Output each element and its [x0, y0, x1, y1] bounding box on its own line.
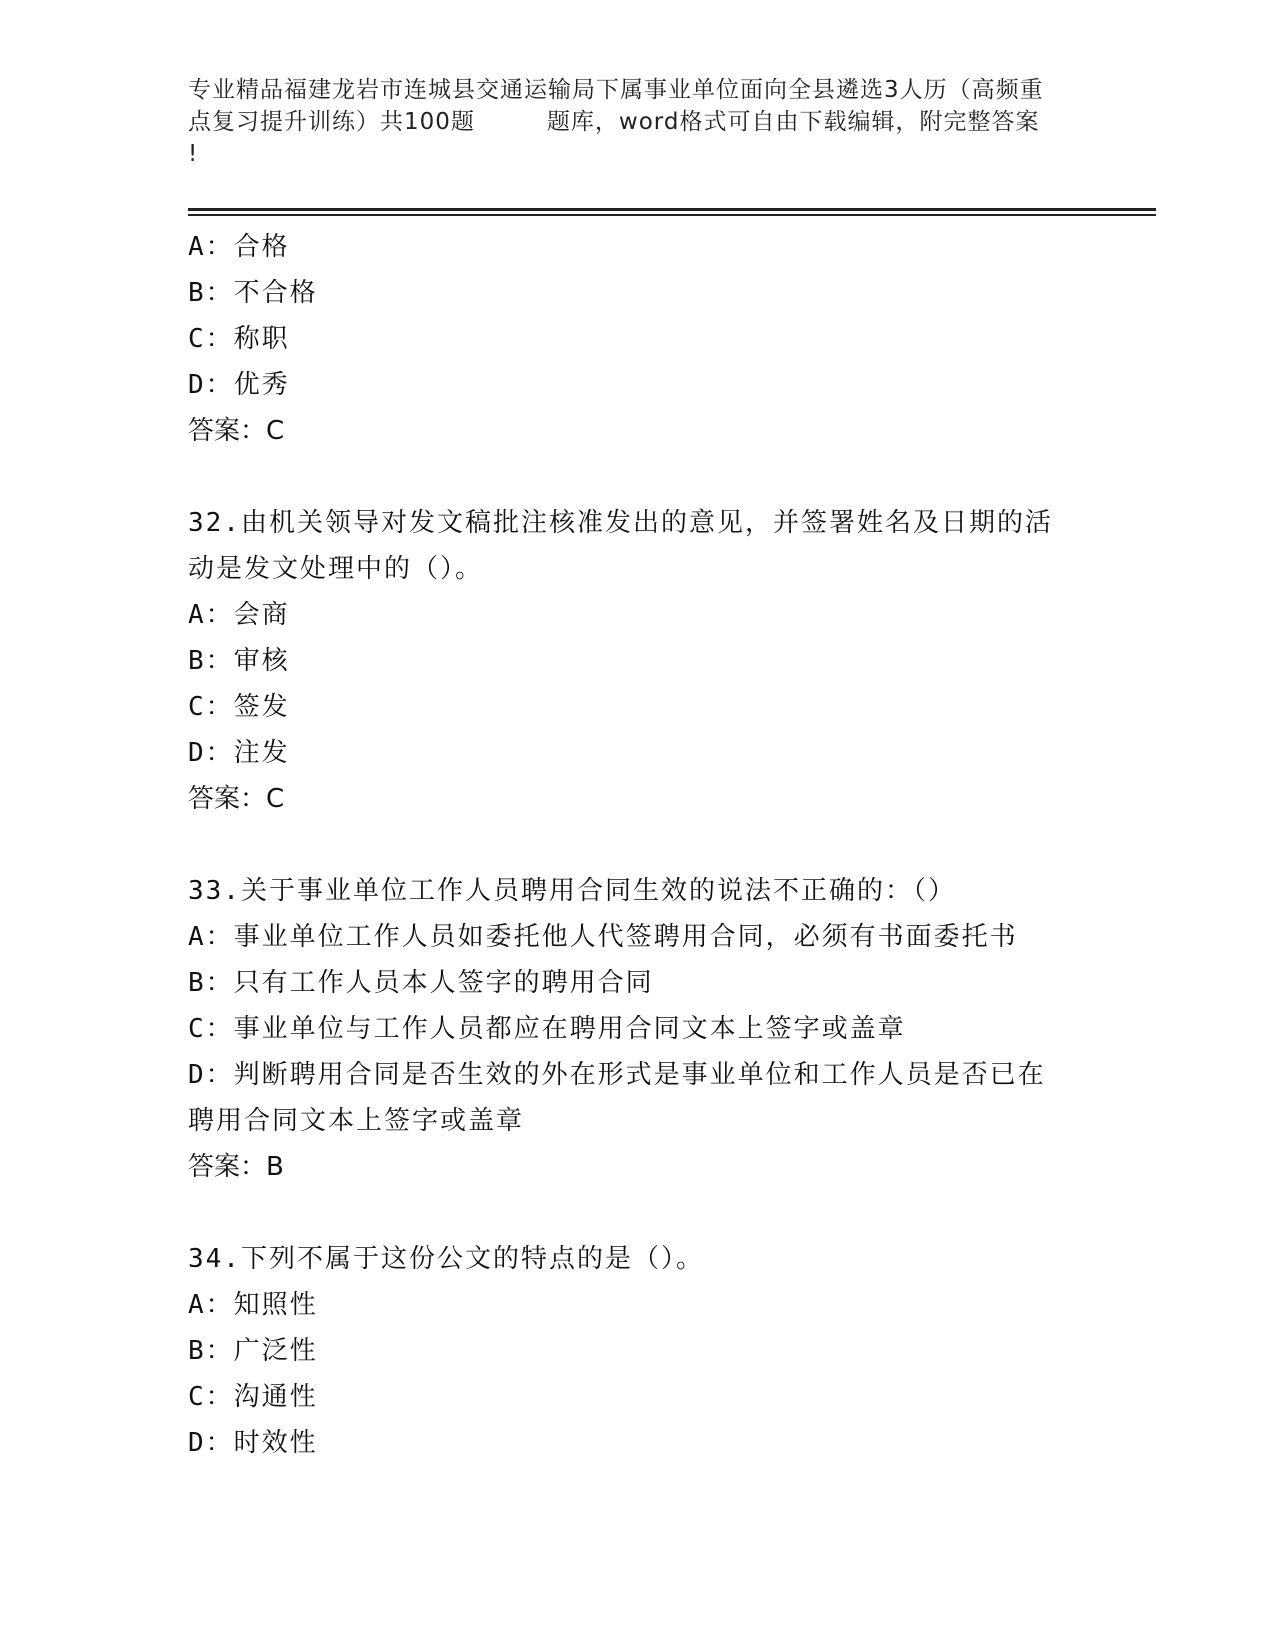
header-line-2-left: 点复习提升训练）共100题 [188, 109, 475, 135]
q33-option-c: C：事业单位与工作人员都应在聘用合同文本上签字或盖章 [188, 1014, 906, 1044]
q31-option-b: B：不合格 [188, 278, 318, 308]
q33-option-d-continued: 聘用合同文本上签字或盖章 [188, 1106, 525, 1136]
header-line-2-right: 题库，word格式可自由下载编辑，附完整答案 [546, 109, 1040, 135]
q34-stem-line-1: 34.下列不属于这份公文的特点的是（）。 [188, 1244, 704, 1274]
question-list [188, 224, 1108, 1466]
q33-option-a: A：事业单位工作人员如委托他人代签聘用合同，必须有书面委托书 [188, 922, 1018, 952]
q33-option-b: B：只有工作人员本人签字的聘用合同 [188, 968, 654, 998]
q32-option-a: A：会商 [188, 600, 290, 630]
header-divider-thick [188, 208, 1156, 211]
q34-option-c: C：沟通性 [188, 1382, 318, 1412]
q32-answer: 答案：C [188, 784, 285, 814]
q31-answer: 答案：C [188, 416, 285, 446]
q34-option-a: A：知照性 [188, 1290, 318, 1320]
document-header [188, 74, 1088, 170]
q33-answer: 答案：B [188, 1152, 284, 1182]
header-line-2 [188, 106, 1088, 138]
q32-stem-line-2: 动是发文处理中的（）。 [188, 554, 484, 584]
q32-option-d: D：注发 [188, 738, 290, 768]
q33-stem-line-1: 33.关于事业单位工作人员聘用合同生效的说法不正确的：（） [188, 876, 956, 906]
q31-option-c: C：称职 [188, 324, 290, 354]
q32-option-c: C：签发 [188, 692, 290, 722]
header-divider-thin [188, 214, 1156, 216]
q31-option-d: D：优秀 [188, 370, 290, 400]
q32-option-b: B：审核 [188, 646, 290, 676]
header-line-3: ! [188, 141, 199, 167]
q31-option-a: A：合格 [188, 232, 290, 262]
q33-option-d: D：判断聘用合同是否生效的外在形式是事业单位和工作人员是否已在 [188, 1060, 1046, 1090]
q32-stem-line-1: 32.由机关领导对发文稿批注核准发出的意见，并签署姓名及日期的活 [188, 508, 1053, 538]
header-line-1: 专业精品福建龙岩市连城县交通运输局下属事业单位面向全县遴选3人历（高频重 [188, 77, 1044, 103]
q34-option-b: B：广泛性 [188, 1336, 318, 1366]
q34-option-d: D：时效性 [188, 1428, 318, 1458]
